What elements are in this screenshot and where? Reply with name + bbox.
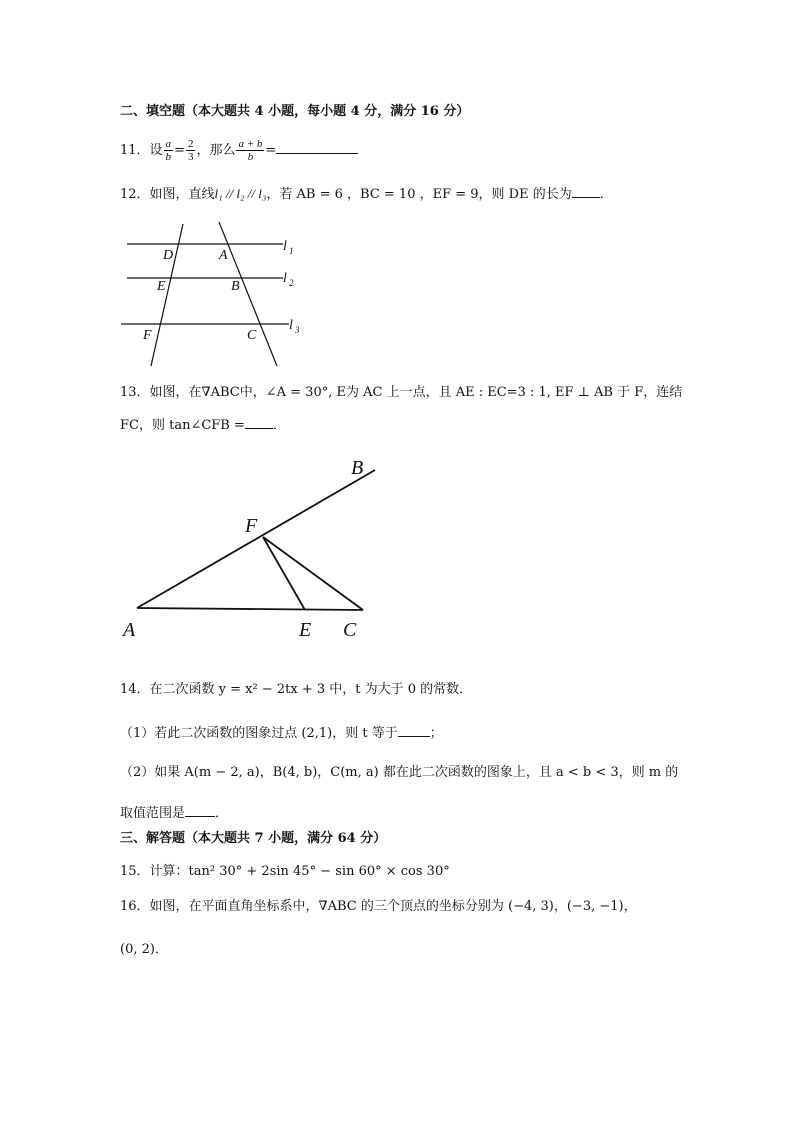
q14-part-2-end: ．: [215, 806, 229, 821]
question-16-line-2: (0, 2)．: [120, 942, 168, 957]
label-l2: l: [283, 271, 287, 286]
q14-part-1-blank: [398, 722, 430, 737]
label-B: B: [351, 457, 364, 479]
section-2-title: 二、填空题（本大题共 4 小题，每小题 4 分，满分 16 分）: [120, 104, 470, 119]
q14-part-1-end: ；: [429, 726, 443, 741]
question-11: [120, 138, 358, 164]
label-A: A: [123, 619, 136, 641]
q12-end: ．: [599, 187, 613, 202]
question-13-line-1: 13．如图，在∇ABC中，∠A = 30°, E为 AC 上一点，且 AE : EC=3 : 1, EF ⊥ AB 于 F，连结: [120, 385, 683, 400]
label-E: E: [157, 279, 166, 294]
q14-part-1-text: （1）若此二次函数的图象过点 (2,1)，则 t 等于: [120, 726, 398, 741]
question-12: [120, 183, 613, 205]
label-F: F: [245, 515, 258, 537]
q11-fraction-a-over-b: $\frac{a}{b}$: [165, 138, 172, 163]
label-C: C: [343, 619, 357, 641]
segment-FC: [263, 537, 363, 610]
q14-part-2-text: 取值范围是: [120, 806, 186, 821]
question-14-stem: 14．在二次函数 y = x² − 2tx + 3 中，t 为大于 0 的常数．: [120, 682, 473, 697]
q13-answer-blank: [245, 414, 273, 429]
label-D: D: [163, 248, 174, 263]
segment-AC: [137, 608, 363, 610]
label-l1: l: [283, 239, 287, 254]
q12-answer-blank: [572, 183, 600, 198]
q13-prefix: FC，则 tan∠CFB =: [120, 418, 245, 433]
transversal-left: [151, 224, 183, 366]
segment-AB: [137, 470, 375, 608]
section-3-title: 三、解答题（本大题共 7 小题，满分 64 分）: [120, 831, 387, 846]
label-E: E: [299, 619, 312, 641]
q14-part-2-blank: [185, 802, 215, 817]
q11-fraction-a-plus-b-over-b: $\frac{a + b}{b}$: [238, 138, 263, 163]
question-15: 15．计算：tan² 30° + 2sin 45° − sin 60° × cos 30°: [120, 864, 450, 879]
label-l2-subscript: 2: [289, 278, 294, 288]
q11-equals: =: [174, 143, 185, 158]
label-B: B: [231, 279, 240, 294]
question-16-line-1: 16．如图，在平面直角坐标系中，∇ABC 的三个顶点的坐标分别为 (−4, 3)，(−3, −1)，: [120, 899, 637, 914]
question-13-line-2: [120, 414, 286, 436]
question-14-part-1: [120, 722, 443, 744]
question-14-part-2-cont: [120, 802, 228, 824]
question-14-part-2: （2）如果 A(m − 2, a)，B(4, b)，C(m, a) 都在此二次函数的图象上，且 a < b < 3，则 m 的: [120, 765, 679, 780]
q11-prefix: 11．设: [120, 143, 163, 158]
q11-equals-2: =: [265, 143, 277, 158]
label-A: A: [219, 248, 228, 263]
q12-parallel-lines: l₁ // l₂ // l₃: [214, 186, 267, 201]
q12-figure: [115, 218, 315, 368]
segment-FE: [263, 537, 305, 610]
q13-figure: [115, 452, 395, 652]
label-l1-subscript: 1: [289, 246, 294, 256]
label-l3: l: [289, 318, 293, 333]
q13-end: ．: [272, 418, 286, 433]
label-C: C: [247, 328, 257, 343]
q11-fraction-2-over-3: $\frac{2}{3}$: [187, 138, 194, 163]
q12-prefix: 12．如图，直线: [120, 187, 215, 202]
q11-answer-blank: [276, 139, 358, 154]
q11-middle-text: ，那么: [196, 143, 236, 158]
q12-condition: ，若 AB = 6 ，BC = 10 ，EF = 9，则 DE 的长为: [266, 187, 572, 202]
label-F: F: [143, 328, 152, 343]
label-l3-subscript: 3: [295, 325, 300, 335]
